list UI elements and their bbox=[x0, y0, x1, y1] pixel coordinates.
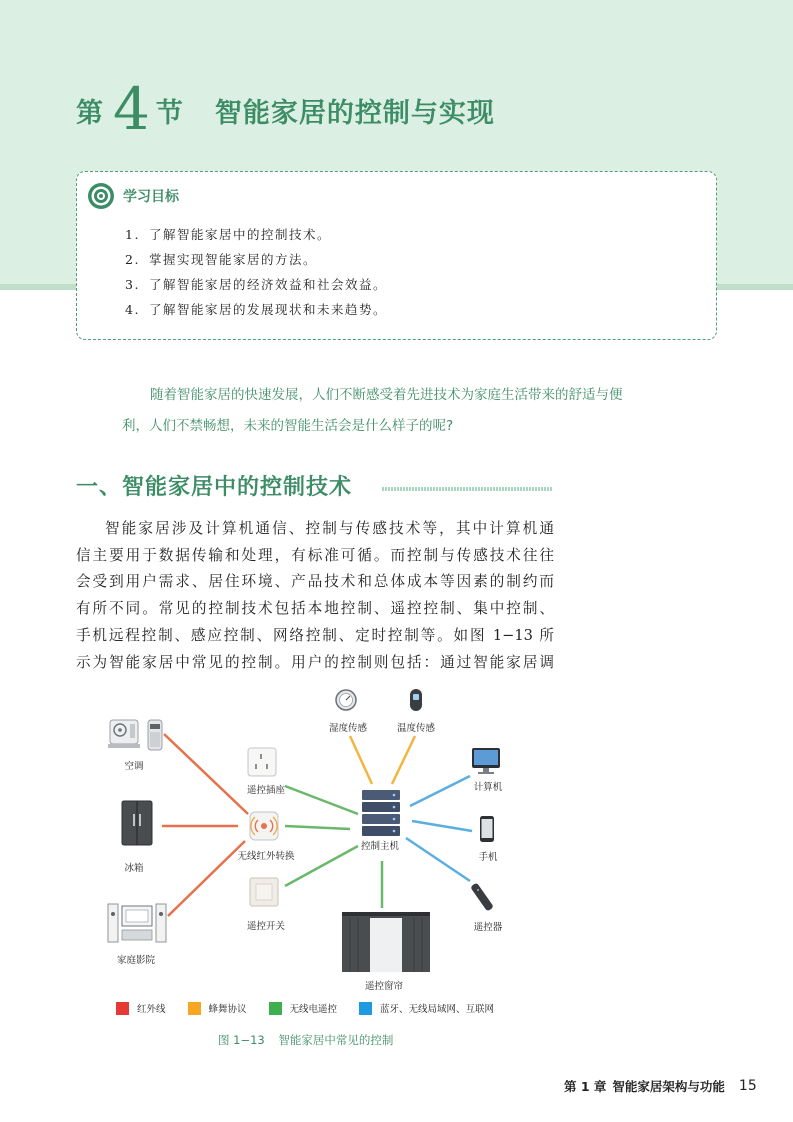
learning-goals-box bbox=[76, 171, 717, 340]
computer-icon bbox=[472, 748, 500, 774]
figure-caption bbox=[218, 1032, 393, 1048]
label-fridge: 冰箱 bbox=[124, 863, 144, 874]
heading-rule bbox=[382, 487, 552, 491]
switch-icon bbox=[250, 878, 278, 906]
label-home-theater: 家庭影院 bbox=[116, 955, 156, 966]
curtain-icon bbox=[342, 912, 430, 972]
controller-icon bbox=[362, 790, 400, 836]
home-theater-icon bbox=[108, 904, 166, 942]
link-theater-ir bbox=[168, 841, 245, 916]
label-computer: 计算机 bbox=[473, 782, 503, 793]
legend-swatch-red bbox=[116, 1002, 129, 1015]
link-switch-controller bbox=[285, 846, 358, 886]
figure-legend bbox=[116, 1001, 516, 1015]
link-computer-controller bbox=[410, 776, 470, 806]
figure-number: 图 1−13 bbox=[218, 1033, 265, 1047]
label-switch: 遥控开关 bbox=[246, 921, 286, 932]
goal-item: 4. 了解智能家居的发展现状和未来趋势。 bbox=[125, 302, 388, 317]
air-conditioner-icon bbox=[108, 720, 162, 750]
page-title: 智能家居的控制与实现 bbox=[214, 98, 495, 129]
remote-icon bbox=[470, 882, 494, 911]
link-temperature-controller bbox=[392, 736, 415, 784]
label-remote: 遥控器 bbox=[473, 922, 503, 933]
label-ir-converter: 无线红外转换 bbox=[237, 851, 295, 862]
intro-paragraph: 随着智能家居的快速发展，人们不断感受着先进技术为家庭生活带来的舒适与便 利，人们不禁畅想，未来的智能生活会是什么样子的呢? bbox=[122, 387, 623, 434]
socket-icon bbox=[248, 748, 276, 776]
footer-chapter: 第 1 章 bbox=[564, 1079, 607, 1094]
label-air-conditioner: 空调 bbox=[124, 761, 144, 772]
section-heading: 一、智能家居中的控制技术 bbox=[76, 475, 353, 500]
title-number: 4 bbox=[113, 75, 150, 143]
link-phone-controller bbox=[412, 821, 472, 831]
goal-item: 3. 了解智能家居的经济效益和社会效益。 bbox=[125, 277, 388, 292]
legend-item: 红外线 bbox=[116, 1001, 166, 1015]
humidity-sensor-icon bbox=[336, 690, 356, 710]
link-ac-ir bbox=[164, 734, 248, 814]
legend-swatch-green bbox=[269, 1002, 282, 1015]
goal-item: 2. 掌握实现智能家居的方法。 bbox=[125, 252, 318, 267]
footer-title: 智能家居架构与功能 bbox=[612, 1079, 725, 1094]
ir-converter-icon bbox=[250, 812, 278, 840]
label-curtain: 遥控窗帘 bbox=[364, 981, 404, 992]
temperature-sensor-icon bbox=[410, 689, 422, 711]
link-socket-controller bbox=[285, 786, 358, 814]
label-socket: 遥控插座 bbox=[246, 785, 286, 796]
goals-list bbox=[125, 222, 387, 322]
page-footer bbox=[564, 1077, 757, 1095]
legend-item: 蓝牙、无线局域网、互联网 bbox=[359, 1001, 494, 1015]
section-title bbox=[76, 75, 495, 143]
legend-item: 蜂舞协议 bbox=[188, 1001, 247, 1015]
phone-icon bbox=[480, 816, 494, 842]
label-phone: 手机 bbox=[478, 852, 498, 863]
page-number: 15 bbox=[738, 1078, 757, 1094]
target-icon bbox=[87, 182, 115, 210]
goal-item: 1. 了解智能家居中的控制技术。 bbox=[125, 227, 332, 242]
legend-swatch-blue bbox=[359, 1002, 372, 1015]
label-temperature: 温度传感 bbox=[396, 723, 436, 734]
link-remote-controller bbox=[406, 838, 470, 881]
title-suffix: 节 bbox=[155, 98, 183, 129]
body-paragraph: 智能家居涉及计算机通信、控制与传感技术等，其中计算机通 信主要用于数据传输和处理，有标准可循。而控制与传感技术往往 会受到用户需求、居住环境、产品技术和总体成本等因素的制约而 有所不同。常见的控制技术包括本地控制、遥控控制、集中控制、 手机远程控制、感应控制、网络控制、定时控制等。如图 1−13 所 示为智能家居中常见的控制。用户的控制则包括：通过智能家居调 bbox=[76, 520, 554, 671]
link-ir-controller bbox=[285, 826, 350, 829]
legend-item: 无线电遥控 bbox=[269, 1001, 338, 1015]
label-humidity: 湿度传感 bbox=[328, 723, 368, 734]
legend-swatch-orange bbox=[188, 1002, 201, 1015]
label-controller: 控制主机 bbox=[360, 841, 400, 852]
fridge-icon bbox=[122, 801, 152, 845]
goals-title: 学习目标 bbox=[123, 189, 179, 205]
control-diagram bbox=[100, 686, 570, 992]
title-prefix: 第 bbox=[76, 98, 103, 129]
link-humidity-controller bbox=[350, 736, 372, 784]
figure-caption-text: 智能家居中常见的控制 bbox=[278, 1033, 394, 1047]
